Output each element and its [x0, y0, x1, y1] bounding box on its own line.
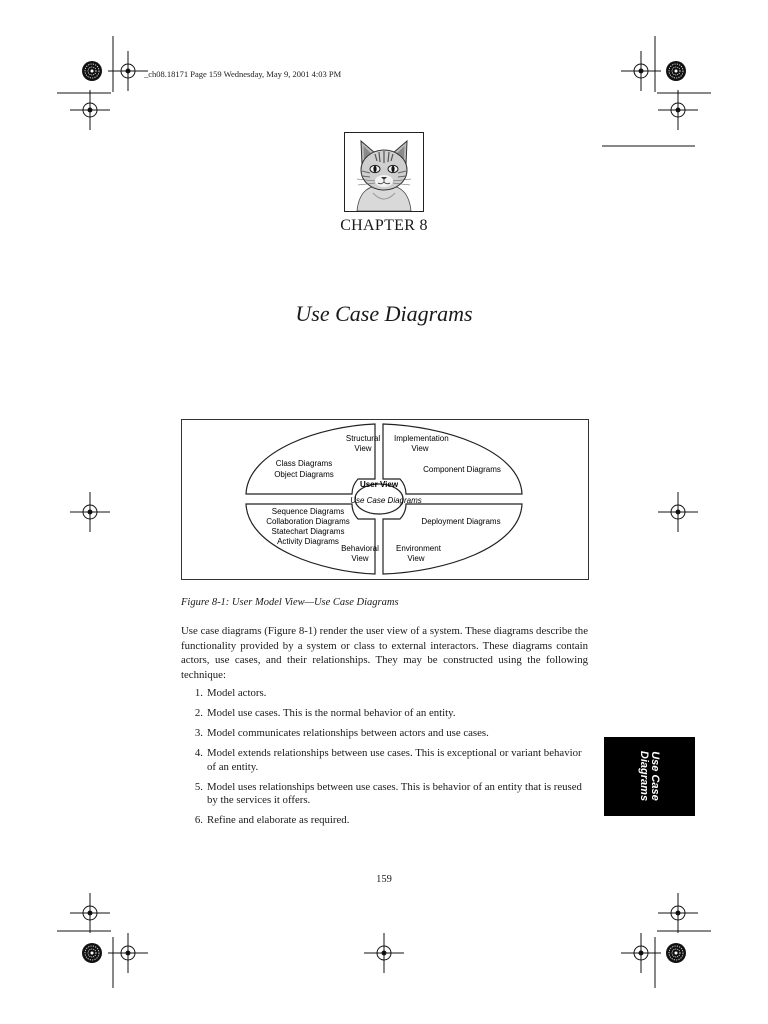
- intro-paragraph: Use case diagrams (Figure 8-1) render the user view of a system. These diagrams describe the functionality provided by a system or class to external interactors. These diagrams contain actors, use cases, and their relationships. They may be constructed using the following technique:: [181, 625, 588, 681]
- statechart-diagrams-label: Statechart Diagrams: [271, 527, 345, 536]
- use-case-diagrams-label: Use Case Diagrams: [350, 496, 422, 505]
- thumb-tab-label: [638, 751, 660, 801]
- step-text: Model actors.: [207, 687, 267, 699]
- step-text: Model communicates relationships between actors and use cases.: [207, 727, 489, 739]
- environment-view-quadrant: [383, 504, 522, 574]
- implementation-view-sub: View: [411, 444, 429, 453]
- structural-view-label: Structural: [345, 434, 381, 443]
- collaboration-diagrams-label: Collaboration Diagrams: [266, 517, 350, 526]
- list-item: [181, 707, 588, 721]
- print-slug: _ch08.18171 Page 159 Wednesday, May 9, 2001 4:03 PM: [144, 69, 342, 79]
- step-number: 5.: [194, 780, 203, 793]
- deployment-diagrams-label: Deployment Diagrams: [421, 517, 501, 526]
- thumb-tab-line-2: Diagrams: [638, 750, 650, 802]
- component-diagrams-label: Component Diagrams: [423, 465, 501, 474]
- figure-8-1: [181, 419, 589, 580]
- chapter-thumb-tab: [604, 737, 695, 816]
- chapter-label: CHAPTER 8: [340, 217, 428, 234]
- step-text: Model uses relationships between use cases. This is behavior of an entity that is reused by the services it offers.: [207, 780, 582, 806]
- list-item: [181, 687, 588, 701]
- behavioral-view-sub: View: [351, 554, 369, 563]
- structural-view-sub: View: [354, 444, 372, 453]
- sequence-diagrams-label: Sequence Diagrams: [271, 507, 345, 516]
- technique-steps-list: [181, 687, 588, 834]
- chapter-cat-illustration: [344, 132, 424, 212]
- class-diagrams-label: Class Diagrams: [275, 459, 333, 468]
- list-item: [181, 814, 588, 828]
- step-text: Model use cases. This is the normal behavior of an entity.: [207, 707, 456, 719]
- cat-icon: [345, 133, 423, 211]
- step-number: 3.: [194, 727, 203, 739]
- list-item: [181, 747, 588, 774]
- step-number: 6.: [194, 814, 203, 826]
- list-item: [181, 727, 588, 741]
- user-model-view-diagram: [182, 420, 588, 579]
- behavioral-view-label: Behavioral: [341, 544, 379, 553]
- step-text: Model extends relationships between use cases. This is exceptional or variant behavior of an entity.: [207, 747, 582, 773]
- step-number: 1.: [194, 687, 203, 699]
- environment-view-label: Environment: [396, 544, 441, 553]
- list-item: [181, 781, 588, 808]
- activity-diagrams-label: Activity Diagrams: [277, 537, 339, 546]
- step-text: Refine and elaborate as required.: [207, 814, 350, 826]
- step-number: 4.: [194, 747, 203, 759]
- page-number: 159: [376, 874, 392, 885]
- environment-view-sub: View: [407, 554, 425, 563]
- chapter-title: Use Case Diagrams: [295, 301, 473, 326]
- figure-caption: Figure 8-1: User Model View—Use Case Diagrams: [181, 597, 399, 608]
- thumb-tab-line-1: Use Case: [649, 751, 661, 801]
- step-number: 2.: [194, 707, 203, 719]
- implementation-view-label: Implementation: [394, 434, 449, 443]
- object-diagrams-label: Object Diagrams: [274, 470, 334, 479]
- user-view-label: User View: [359, 480, 399, 489]
